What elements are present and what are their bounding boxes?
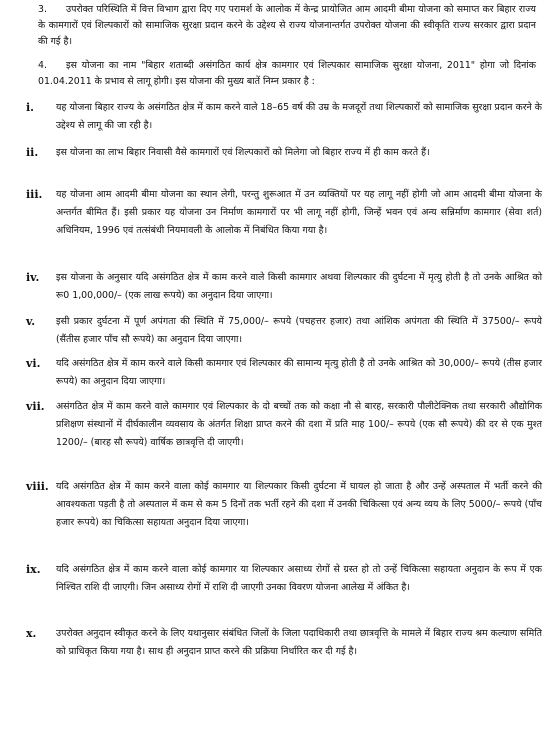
item-text: इस योजना का लाभ बिहार निवासी वैसे कामगारों एवं शिल्पकारों को मिलेगा जो बिहार राज्य में ही काम करते हैं।: [56, 147, 430, 158]
item-text: यदि असंगठित क्षेत्र में काम करने वाला कोई कामगार या शिल्पकार असाध्य रोगों से ग्रस्त हो तो उन्हें चिकित्सा सहायता अनुदान के रूप में एक निश्चित राशि दी जाएगी। जिन असाध्य रोगों में राशि दी जाएगी उनका विवरण योजना आलेख में अंकित है।: [56, 564, 542, 593]
item-text: यदि असंगठित क्षेत्र में काम करने वाले किसी कामगार एवं शिल्पकार की सामान्य मृत्यु होती है तो उनके आश्रित को 30,000/– रूपये (तीस हजार रूपये) का अनुदान दिया जाएगा।: [56, 358, 542, 387]
item-text: इसी प्रकार दुर्घटना में पूर्ण अपंगता की स्थिति में 75,000/– रूपये (पचहत्तर हजार) तथा आंशिक अपंगता की स्थिति में 37500/– रूपये (सैंतीस हजार पाँच सौ रूपये) का अनुदान दिया जाएगा।: [56, 316, 542, 345]
item-numeral: iv.: [26, 271, 40, 284]
item-numeral: x.: [26, 627, 37, 640]
paragraph-text: इस योजना का नाम "बिहार शताब्दी असंगठित कार्य क्षेत्र कामगार एवं शिल्पकार सामाजिक सुरक्षा योजना, 2011" होगा जो दिनांक 01.04.2011 के प्रभाव से लागू होगी। इस योजना की मुख्य बातें निम्न प्रकार है :: [38, 60, 536, 87]
paragraph-text: उपरोक्त परिस्थिति में वित्त विभाग द्वारा दिए गए परामर्श के आलोक में केन्द्र प्रायोजित आम आदमी बीमा योजना को समाप्त कर बिहार राज्य के कामगारों एवं शिल्पकारों को सामाजिक सुरक्षा प्रदान करने के उद्देश्य से राज्य योजनान्तर्गत उपरोक्त योजना की स्वीकृति राज्य सरकार द्वारा प्रदान की गई है।: [38, 4, 536, 47]
paragraph-3: [38, 2, 536, 50]
paragraph-number: 4.: [38, 60, 47, 71]
item-text: असंगठित क्षेत्र में काम करने वाले कामगार एवं शिल्पकार के दो बच्चों तक को कक्षा नौ से बारह, सरकारी पौलीटेक्निक तथा सरकारी औद्योगिक प्रशिक्षण संस्थानों में दीर्घकालीन व्यवसाय के अंतर्गत शिक्षा प्राप्त करने की दशा में प्रति माह 100/– रूपये (एक सौ रूपये) की दर से एक मुश्त 1200/– (बारह सौ रूपये) वार्षिक छात्रवृत्ति दी जाएगी।: [56, 401, 542, 448]
item-text: इस योजना के अनुसार यदि असंगठित क्षेत्र में काम करने वाले किसी कामगार अथवा शिल्पकार की दुर्घटना में मृत्यु होती है तो उनके आश्रित को रू0 1,00,000/– (एक लाख रूपये) का अनुदान दिया जाएगा।: [56, 272, 542, 301]
item-numeral: i.: [26, 101, 35, 114]
item-text: उपरोक्त अनुदान स्वीकृत करने के लिए यथानुसार संबंधित जिलों के जिला पदाधिकारी तथा छात्रवृत्ति के मामले में बिहार राज्य श्रम कल्याण समिति को प्राधिकृत किया गया है। साथ ही अनुदान प्राप्त करने की प्रक्रिया निर्धारित कर दी गई है।: [56, 628, 542, 657]
item-numeral: v.: [26, 315, 36, 328]
item-numeral: vii.: [26, 400, 45, 413]
item-text: यह योजना आम आदमी बीमा योजना का स्थान लेगी, परन्तु शुरूआत में उन व्यक्तियों पर यह लागू नहीं होगी जो आम आदमी बीमा योजना के अन्तर्गत बीमित हैं। इसी प्रकार यह योजना उन निर्माण कामगारों पर भी लागू नहीं होगी, जिन्हें भवन एवं अन्य सन्निर्माण कामगार (सेवा शर्त) अधिनियम, 1996 एवं तत्संबंधी नियमावली के आलोक में निबंधित किया गया है।: [56, 189, 542, 236]
item-numeral: ix.: [26, 563, 41, 576]
paragraph-4: [38, 58, 536, 90]
item-numeral: ii.: [26, 146, 39, 159]
item-numeral: viii.: [26, 480, 49, 493]
item-text: यह योजना बिहार राज्य के असंगठित क्षेत्र में काम करने वाले 18–65 वर्ष की उम्र के मजदूरों तथा शिल्पकारों को सामाजिक सुरक्षा प्रदान करने के उद्देश्य से लागू की जा रही है।: [56, 102, 542, 131]
item-numeral: vi.: [26, 357, 41, 370]
paragraph-number: 3.: [38, 4, 47, 15]
item-text: यदि असंगठित क्षेत्र में काम करने वाला कोई कामगार या शिल्पकार किसी दुर्घटना में घायल हो जाता है और उन्हें अस्पताल में भर्ती करने की आवश्यकता पड़ती है तो अस्पताल में कम से कम 5 दिनों तक भर्ती रहने की दशा में उनकी चिकित्सा एवं अन्य व्यय के लिए 5000/– रूपये (पाँच हजार रूपये) का चिकित्सा सहायता अनुदान दिया जाएगा।: [56, 481, 542, 528]
item-numeral: iii.: [26, 188, 43, 201]
